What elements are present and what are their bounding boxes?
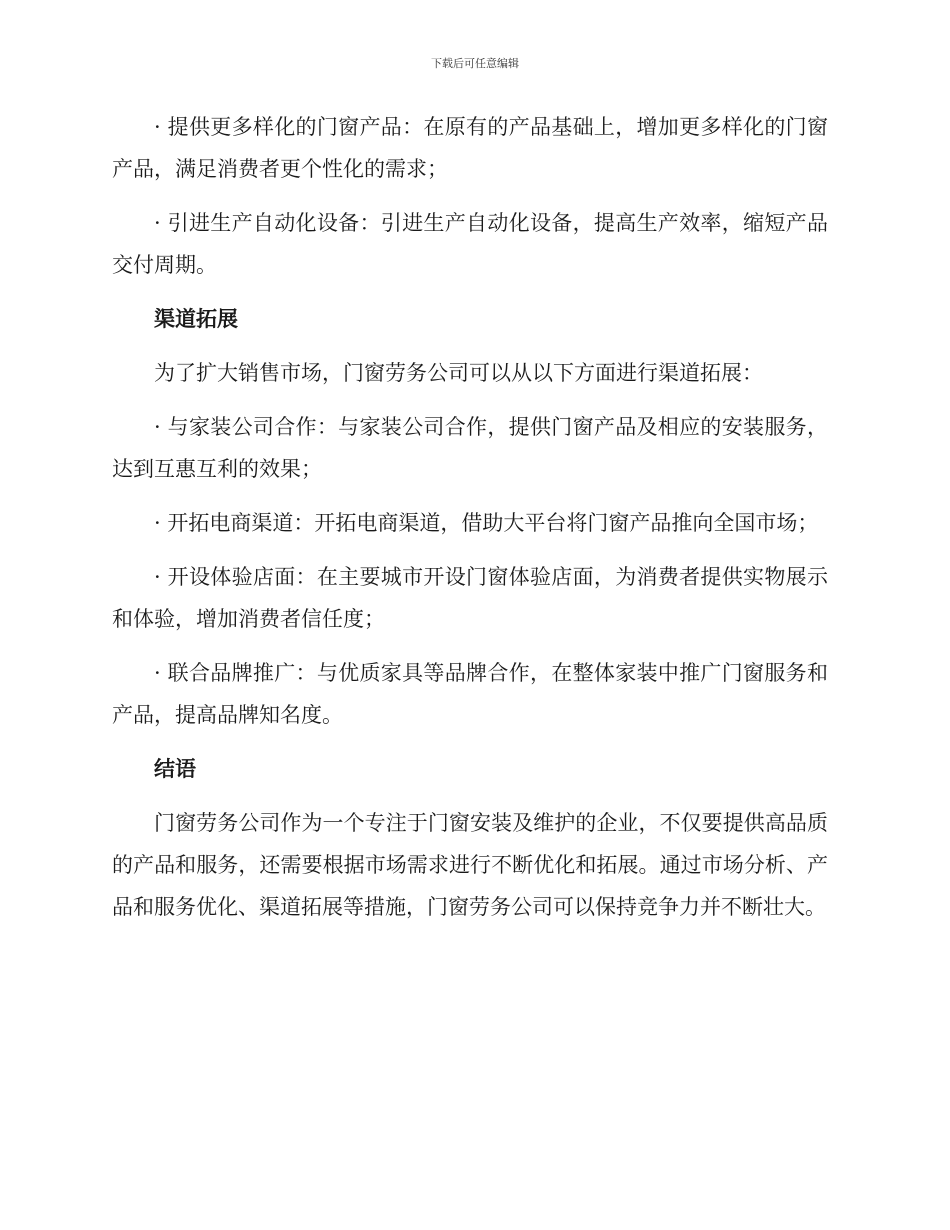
bullet-experience-stores: · 开设体验店面：在主要城市开设门窗体验店面，为消费者提供实物展示和体验，增加消费者信任度； (112, 565, 828, 631)
page-header-note: 下载后可任意编辑 (431, 57, 519, 70)
bullet-brand-promotion: · 联合品牌推广：与优质家具等品牌合作，在整体家装中推广门窗服务和产品，提高品牌知名度。 (112, 661, 828, 727)
section-heading-conclusion: 结语 (154, 756, 196, 781)
bullet-diverse-products: · 提供更多样化的门窗产品：在原有的产品基础上，增加更多样化的门窗产品，满足消费者更个性化的需求； (112, 115, 828, 181)
bullet-home-decor-partnership: · 与家装公司合作：与家装公司合作，提供门窗产品及相应的安装服务，达到互惠互利的效果； (112, 415, 828, 481)
conclusion-paragraph: 门窗劳务公司作为一个专注于门窗安装及维护的企业，不仅要提供高品质的产品和服务，还需要根据市场需求进行不断优化和拓展。通过市场分析、产品和服务优化、渠道拓展等措施，门窗劳务公司可以保持竞争力并不断壮大。 (112, 811, 828, 919)
bullet-ecommerce-channel: · 开拓电商渠道：开拓电商渠道，借助大平台将门窗产品推向全国市场； (154, 511, 819, 535)
section-heading-channel-expansion: 渠道拓展 (154, 306, 238, 331)
channel-intro-paragraph: 为了扩大销售市场，门窗劳务公司可以从以下方面进行渠道拓展： (154, 361, 763, 385)
document-body (112, 106, 828, 940)
bullet-automation-equipment: · 引进生产自动化设备：引进生产自动化设备，提高生产效率，缩短产品交付周期。 (112, 211, 828, 277)
